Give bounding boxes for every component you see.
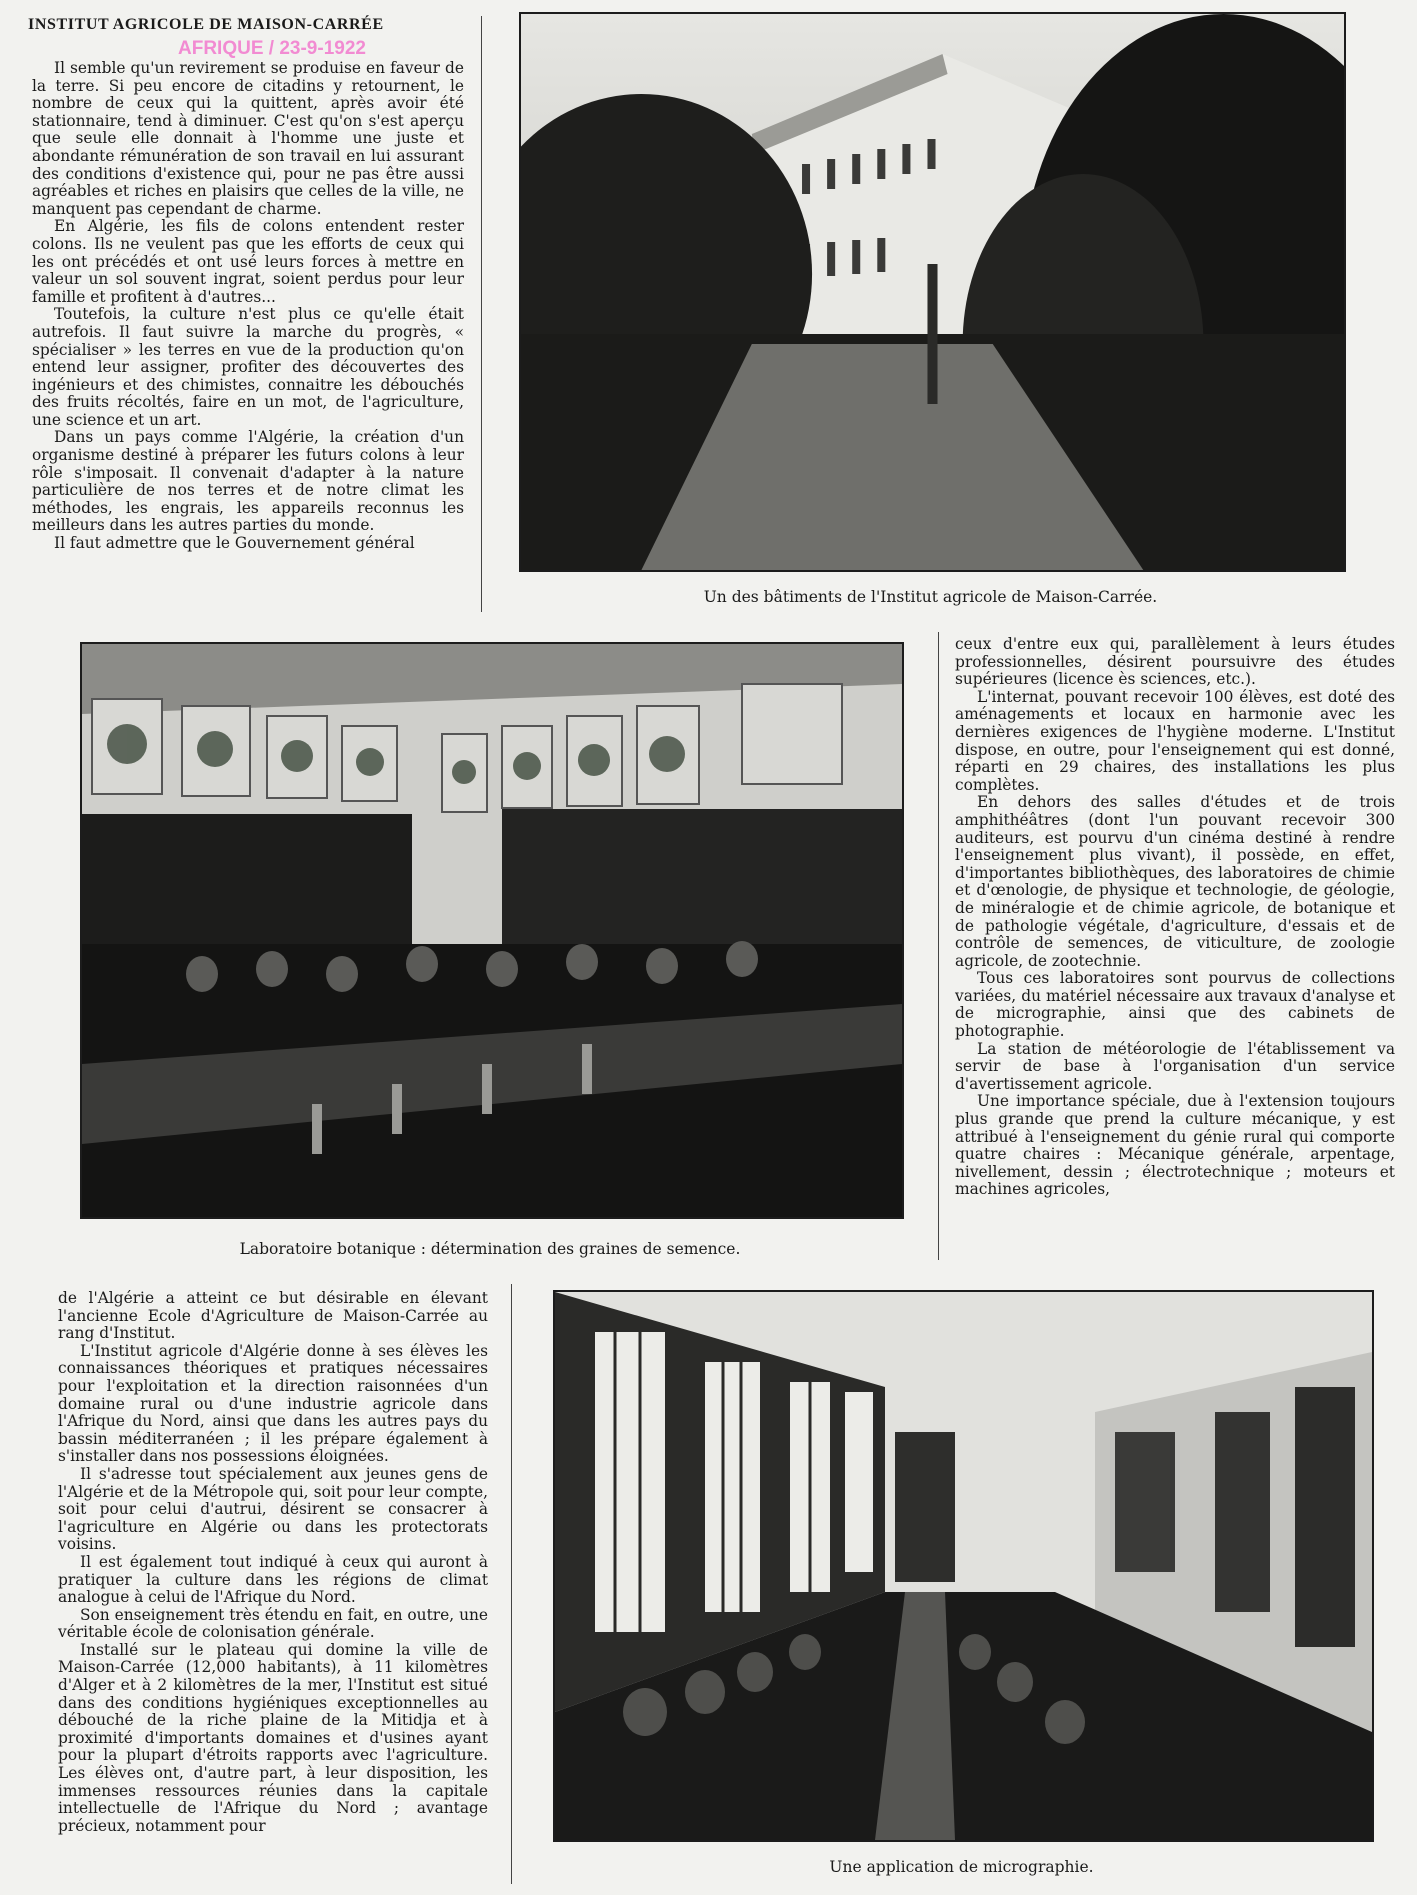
photo-micrography — [553, 1290, 1374, 1842]
paragraph: de l'Algérie a atteint ce but désirable en élevant l'ancienne Ecole d'Agriculture de Maison-Carrée au rang d'Institut. — [58, 1289, 488, 1343]
botanical-lab-image — [82, 644, 902, 1217]
paragraph: Il s'adresse tout spécialement aux jeunes gens de l'Algérie et de la Métropole qui, soit pour leur compte, soit pour celui d'autrui, désirent se consacrer à l'agriculture en Algérie ou dans les protectorats voisins. — [58, 1464, 488, 1554]
paragraph: En Algérie, les fils de colons entendent rester colons. Ils ne veulent pas que les efforts de ceux qui les ont précédés et ont usé leurs forces à mettre en valeur un sol souvent ingrat, soient perdus pour leur famille et profitent à d'autres... — [32, 217, 464, 306]
paragraph: La station de météorologie de l'établissement va servir de base à l'organisation d'un service d'avertissement agricole. — [955, 1039, 1395, 1093]
micrography-image — [555, 1292, 1372, 1840]
caption-botanical-lab: Laboratoire botanique : détermination des graines de semence. — [239, 1240, 741, 1258]
paragraph: Dans un pays comme l'Algérie, la création d'un organisme destiné à préparer les futurs colons à leur rôle s'imposait. Il convenait d'adapter à la nature particulière de nos terres et de notre climat les méthodes, les engrais, les appareils reconnus les meilleurs dans les autres parties du monde. — [32, 428, 464, 535]
paragraph: Tous ces laboratoires sont pourvus de collections variées, du matériel nécessaire aux travaux d'analyse et de micrographie, ainsi que des cabinets de photographie. — [955, 969, 1395, 1041]
paragraph: ceux d'entre eux qui, parallèlement à leurs études professionnelles, désirent poursuivre des études supérieures (licence ès sciences, etc.). — [955, 635, 1395, 689]
column-intro — [32, 60, 464, 553]
paragraph: En dehors des salles d'études et de trois amphithéâtres (dont l'un pouvant recevoir 300 auditeurs, est pourvu d'un cinéma destiné à rendre l'enseignement plus vivant), il possède, en effet, d'importantes bibliothèques, des laboratoires de chimie et d'œnologie, de physique et technologie, de géologie, de minéralogie et de chimie agricole, de botanique et de pathologie végétale, d'agriculture, d'essais et de contrôle de semences, de viticulture, de zoologie agricole, de zootechnie. — [955, 793, 1395, 970]
column-bottom — [58, 1290, 488, 1835]
building-image — [521, 14, 1344, 570]
paragraph: Il est également tout indiqué à ceux qui auront à pratiquer la culture dans les régions de climat analogue à celui de l'Afrique du Nord. — [58, 1552, 488, 1607]
article-title: INSTITUT AGRICOLE DE MAISON-CARRÉE — [28, 16, 384, 33]
paragraph: Une importance spéciale, due à l'extension toujours plus grande que prend la culture mécanique, y est attribué à l'enseignement du génie rural qui comporte quatre chaires : Mécanique générale, arpentage, nivellement, dessin ; électrotechnique ; moteurs et machines agricoles, — [955, 1092, 1395, 1199]
photo-building — [519, 12, 1346, 572]
caption-micrography: Une application de micrographie. — [829, 1858, 1094, 1876]
paragraph: Il semble qu'un revirement se produise en faveur de la terre. Si peu encore de citadins y retournent, le nombre de ceux qui la quittent, après avoir été stationnaire, tend à diminuer. C'est qu'on s'est aperçu que seule elle donnait à l'homme une juste et abondante rémunération de son travail en lui assurant des conditions d'existence qui, pour ne pas être aussi agréables et riches en plaisirs que celles de la ville, ne manquent pas cependant de charme. — [32, 59, 464, 218]
paragraph: Il faut admettre que le Gouvernement général — [54, 534, 415, 553]
caption-building: Un des bâtiments de l'Institut agricole de Maison-Carrée. — [703, 588, 1158, 606]
paragraph: L'Institut agricole d'Algérie donne à ses élèves les connaissances théoriques et pratiques nécessaires pour l'exploitation et la direction raisonnées d'un domaine rural ou d'une industrie agricole dans l'Afrique du Nord, ainsi que dans les autres pays du bassin méditerranéen ; il les prépare également à s'installer dans nos possessions éloignées. — [58, 1341, 488, 1466]
column-divider — [938, 632, 939, 1260]
column-right — [955, 636, 1395, 1199]
paragraph: Installé sur le plateau qui domine la ville de Maison-Carrée (12,000 habitants), à 11 kilomètres d'Alger et à 2 kilomètres de la mer, l'Institut est situé dans des conditions hygiéniques exceptionnelles au débouché de la riche plaine de la Mitidja et à proximité d'importants domaines et d'usines ayant pour la plupart d'étroits rapports avec l'agriculture. Les élèves ont, d'autre part, à leur disposition, les immenses ressources réunies dans la capitale intellectuelle de l'Afrique du Nord ; avantage précieux, notamment pour — [58, 1640, 488, 1835]
date-stamp: AFRIQUE / 23-9-1922 — [178, 38, 366, 59]
photo-botanical-lab — [80, 642, 904, 1219]
paragraph: L'internat, pouvant recevoir 100 élèves, est doté des aménagements et locaux en harmonie avec les dernières exigences de l'hygiène moderne. L'Institut dispose, en outre, pour l'enseignement qui est donné, réparti en 29 chaires, des installations les plus complètes. — [955, 687, 1395, 794]
paragraph: Son enseignement très étendu en fait, en outre, une véritable école de colonisation générale. — [58, 1605, 488, 1642]
column-divider — [481, 16, 482, 612]
column-divider — [511, 1284, 512, 1884]
paragraph: Toutefois, la culture n'est plus ce qu'elle était autrefois. Il faut suivre la marche du progrès, « spécialiser » les terres en vue de la production qu'on entend leur assigner, profiter des découvertes des ingénieurs et des chimistes, connaitre les débouchés des fruits récoltés, faire en un mot, de l'agriculture, une science et un art. — [32, 305, 464, 429]
